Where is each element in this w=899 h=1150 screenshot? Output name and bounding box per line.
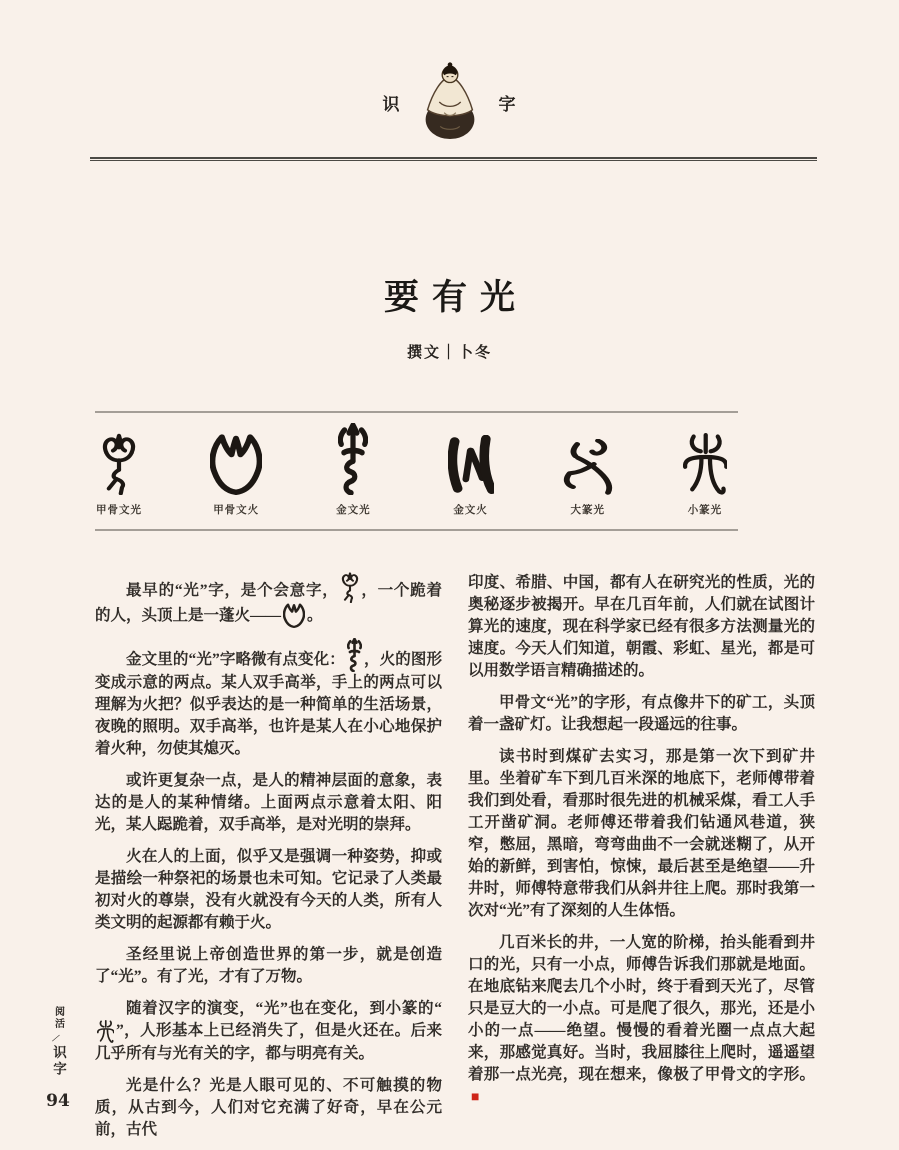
small-seal-light-glyph [683,433,727,495]
glyph-figure [306,421,400,517]
paragraph [468,692,815,736]
article-body [95,572,815,1141]
small-seal-light-glyph-inline [97,1020,114,1043]
large-seal-light-glyph [563,439,613,495]
glyph-figure [189,421,283,517]
paragraph-text: 几百米长的井，一人宽的阶梯，抬头能看到井口的光，只有一小点，师傅告诉我们那就是地面。在地底钻来爬去几个小时，终于看到天光了，尽管只是豆大的一小点。可是爬了很久，那光，还是小小的一点——绝望。慢慢的看着光圈一点点大起来，那感觉真好。当时，我屈膝往上爬时，遥遥望着那一点光亮，现在想来，像极了甲骨文的字形。 [468,934,815,1083]
glyph-caption: 小篆光 [687,505,723,516]
footer [42,1006,74,1111]
header [0,62,899,142]
byline: 撰文｜卜冬 [406,345,492,361]
page-number: 94 [46,1091,70,1111]
paragraph [95,998,442,1065]
oracle-bone-fire-glyph [210,433,262,495]
paragraph [95,638,442,760]
left-column [95,572,442,1141]
paragraph-text: 或许更复杂一点，是人的精神层面的意象，表达的是人的某种情绪。上面两点示意着太阳、阳光，某人跽跪着，双手高举，是对光明的崇拜。 [95,772,442,833]
paragraph-text: 读书时到煤矿去实习，那是第一次下到矿井里。坐着矿车下到几百米深的地底下，老师傅带着我们到处看，看那时很先进的机械采煤，看工人手工开凿矿洞。老师傅还带着我们钻通风巷道，狭窄，憋屈，黑暗，弯弯曲曲不一会就迷糊了，从开始的新鲜，到害怕，惊悚，最后甚至是绝望——升井时，师傅特意带我们从斜井往上爬。那时我第一次对“光”有了深刻的人生体悟。 [468,748,815,919]
glyph-figure [72,421,166,517]
header-char-left: 识 [382,94,401,114]
glyph-caption: 甲骨文光 [96,505,142,516]
bronze-light-glyph [338,423,368,495]
section-label-top: 阅活 [52,1006,64,1030]
glyph-caption: 大篆光 [570,505,605,516]
paragraph-text: ”，人形基本上已经消失了，但是火还在。后来几乎所有与光有关的字，都与明亮有关。 [95,1022,442,1062]
glyph-figure [424,421,518,517]
bronze-light-glyph-inline [347,638,362,672]
oracle-bone-light-glyph [101,433,137,495]
oracle-bone-light-glyph-inline [341,572,359,603]
seated-figure-emblem-icon [411,62,489,142]
paragraph-text: 火在人的上面，似乎又是强调一种姿势，抑或是描绘一种祭祀的场景也未可知。它记录了人类最初对火的尊崇，没有火就没有今天的人类，所有人类文明的起源都有赖于火。 [95,848,442,931]
glyph-caption: 甲骨文火 [213,505,260,516]
right-column [468,572,815,1141]
bronze-fire-glyph [448,435,494,495]
paragraph [95,944,442,988]
glyph-strip-top-rule [95,411,738,413]
paragraph [95,1075,442,1141]
paragraph-text: 。 [307,607,323,624]
paragraph [468,932,815,1109]
glyph-caption: 金文火 [453,505,488,516]
paragraph-continuation [468,572,815,682]
glyph-figure [658,421,752,517]
header-char-right: 字 [498,94,517,114]
paragraph-text: 光是什么？光是人眼可见的、不可触摸的物质，从古到今，人们对它充满了好奇，早在公元前，古代 [95,1077,442,1138]
page-title: 要有光 [383,278,528,317]
paragraph [468,746,815,922]
double-rule [90,157,817,161]
paragraph [95,572,442,628]
section-label-bottom: 识字 [51,1045,66,1078]
paragraph-text: 甲骨文“光”的字形，有点像井下的矿工，头顶着一盏矿灯。让我想起一段遥远的往事。 [468,694,815,733]
paragraph-text: 随着汉字的演变，“光”也在变化，到小篆的“ [126,1000,442,1017]
section-label-slash: ∕ [53,1030,60,1046]
glyph-caption: 金文光 [336,505,371,516]
paragraph-text: 最早的“光”字，是个会意字， [126,582,339,599]
glyph-figure [541,421,635,517]
paragraph-text: ，火的图形变成示意的两点。某人双手高举，手上的两点可以理解为火把？似乎表达的是一种简单的生活场景，夜晚的照明。双手高举，也许是某人在小心地保护着火种，勿使其熄灭。 [95,651,442,757]
paragraph-text: 圣经里说上帝创造世界的第一步，就是创造了“光”。有了光，才有了万物。 [95,946,442,985]
paragraph-text: 金文里的“光”字略微有点变化： [126,651,345,668]
paragraph-text: 印度、希腊、中国，都有人在研究光的性质，光的奥秘逐步被揭开。早在几百年前，人们就在试图计算光的速度，现在科学家已经有很多方法测量光的速度。今天人们知道，朝霞、彩虹、星光，都是可以用数学语言精确描述的。 [468,574,815,679]
oracle-bone-fire-glyph-inline [283,603,305,628]
article-end-mark: ■ [471,1090,480,1105]
glyph-strip-bottom-rule [95,529,738,531]
paragraph [95,770,442,836]
paragraph [95,846,442,934]
paragraph-text: ，一个跪着的人，头顶上是一蓬火—— [95,582,442,624]
glyph-strip [72,421,752,517]
